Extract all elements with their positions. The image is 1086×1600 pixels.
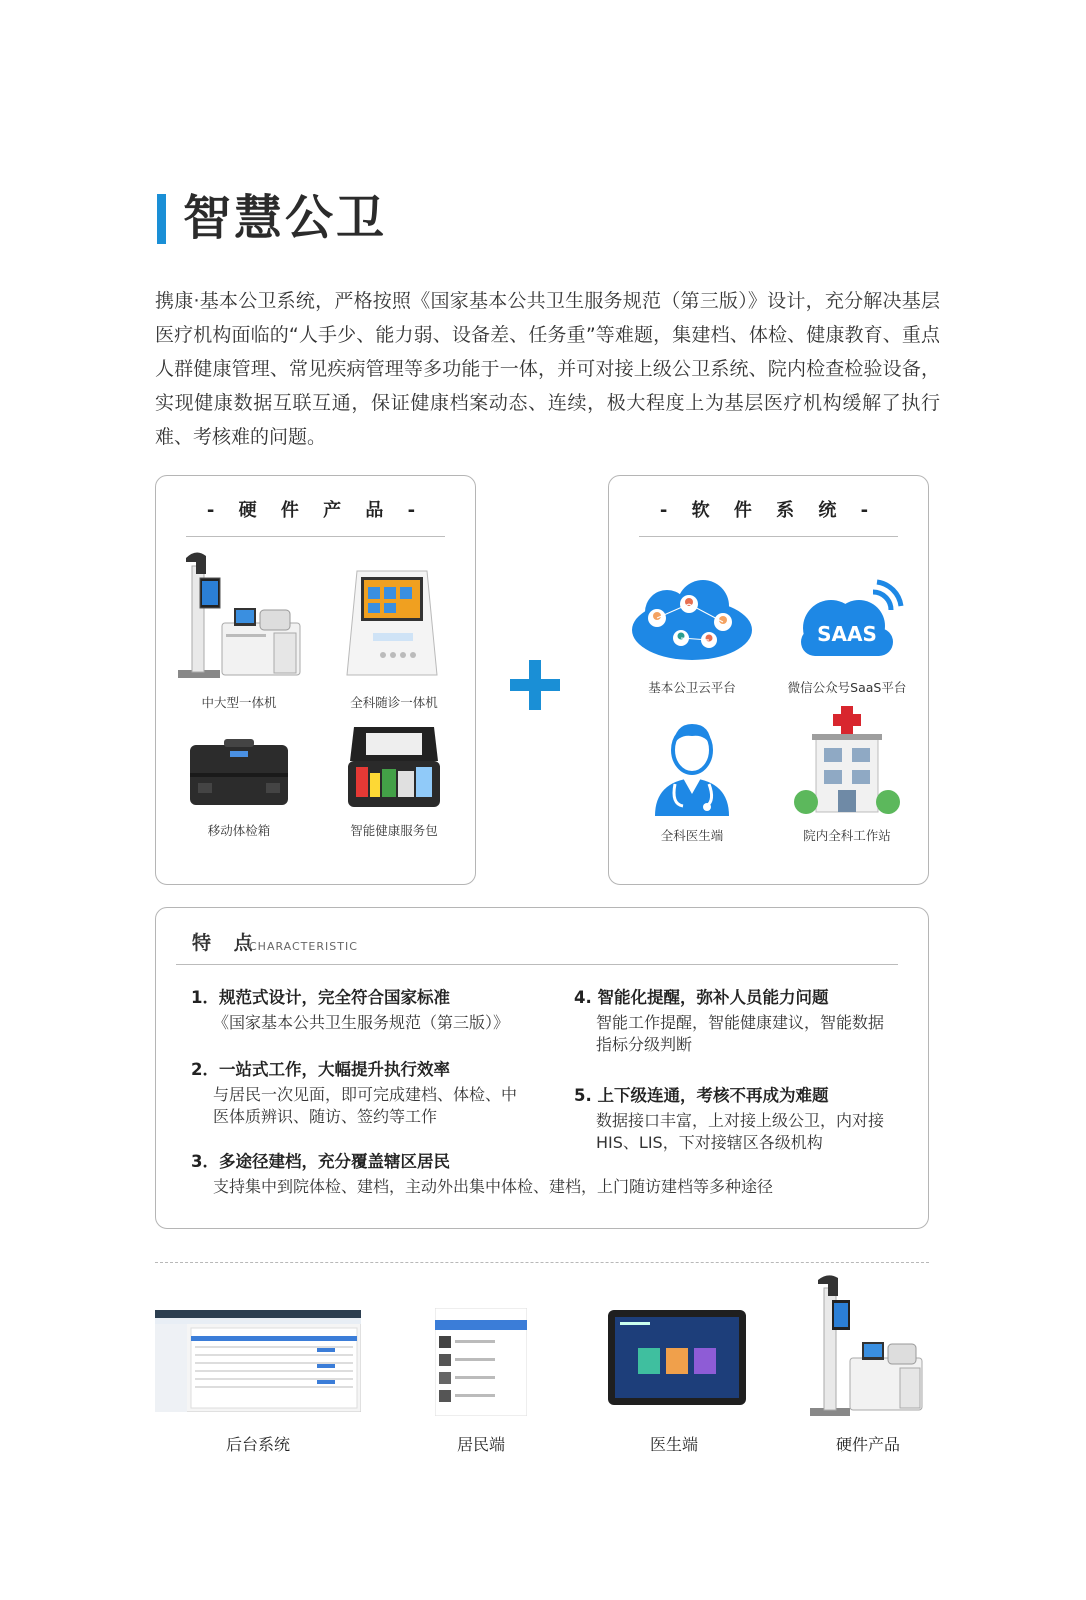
hardware-item-followup-machine [319,548,469,711]
health-bag-icon [344,721,444,811]
intro-paragraph: 携康·基本公卫系统，严格按照《国家基本公共卫生服务规范（第三版）》设计，充分解决基层医疗机构面临的“人手少、能力弱、设备差、任务重”等难题，集建档、体检、健康教育、重点人群健康管理、常见疾病管理等多功能于一体，并可对接上级公卫系统、院内检查检验设备，实现健康数据互联互通，保证健康档案动态、连续，极大程度上为基层医疗机构缓解了执行难、考核难的问题。 [155,290,940,448]
bottom-label-doctor: 医生端 [649,1435,698,1454]
bottom-label-hardware: 硬件产品 [835,1435,900,1454]
health-kiosk-icon [174,548,304,683]
backend-screenshot [155,1310,361,1412]
software-item-hospital [772,701,922,844]
saas-text: SAAS [817,622,877,646]
hardware-heading: - 硬 件 产 品 - [206,500,425,521]
software-label-4: 院内全科工作站 [803,828,891,843]
feature-heading-2: 2．一站式工作，大幅提升执行效率 [191,1060,450,1079]
feature-heading-1: 1．规范式设计，完全符合国家标准 [191,988,450,1007]
hardware-heading-rule [186,536,445,537]
dashed-divider [155,1262,929,1263]
hardware-item-large-machine [164,548,314,711]
feature-desc-2: 与居民一次见面，即可完成建档、体检、中医体质辨识、随访、签约等工作 [213,1085,518,1126]
plus-icon [510,660,560,710]
features-title: 特 点 [192,932,261,954]
hardware-label-3: 移动体检箱 [207,823,271,838]
feature-desc-1: 《国家基本公共卫生服务规范（第三版）》 [213,1013,510,1032]
software-label-1: 基本公卫云平台 [648,680,736,695]
hardware-item-health-kit [319,721,469,839]
software-item-cloud-platform [617,548,767,696]
hardware-products-card [155,475,476,885]
bottom-label-backend: 后台系统 [225,1435,290,1454]
saas-cloud-icon [787,578,907,668]
bottom-label-resident: 居民端 [456,1435,505,1454]
software-heading-rule [639,536,898,537]
features-subtitle: CHARACTERISTIC [249,940,358,953]
software-item-saas [772,548,922,696]
software-label-2: 微信公众号SaaS平台 [787,680,907,695]
equipment-case-icon [184,737,294,811]
software-systems-card [608,475,929,885]
hardware-label-4: 智能健康服务包 [350,823,438,838]
hospital-icon [792,706,902,816]
hardware-item-mobile-box [164,721,314,839]
software-heading: - 软 件 系 统 - [659,500,878,521]
feature-heading-4: 4. 智能化提醒，弥补人员能力问题 [574,988,829,1007]
doctor-tablet-screenshot [608,1310,746,1405]
features-rule [176,964,898,965]
features-card [155,907,929,1229]
feature-desc-4: 智能工作提醒，智能健康建议，智能数据指标分级判断 [596,1013,885,1054]
resident-app-screenshot [435,1308,527,1416]
feature-heading-3: 3．多途径建档，充分覆盖辖区居民 [191,1152,450,1171]
hardware-label-1: 中大型一体机 [201,695,277,710]
feature-desc-3: 支持集中到院体检、建档，主动外出集中体检、建档，上门随访建档等多种途径 [213,1177,774,1196]
software-label-3: 全科医生端 [660,828,724,843]
title-accent-bar [157,194,166,244]
software-item-doctor [617,701,767,844]
page-title: 智慧公卫 [183,190,388,246]
doctor-icon [647,716,737,816]
hardware-label-2: 全科随诊一体机 [350,695,438,710]
hardware-product-photo [808,1272,926,1420]
feature-heading-5: 5. 上下级连通，考核不再成为难题 [574,1086,829,1105]
diagnosis-terminal-icon [339,563,449,683]
cloud-network-icon [627,578,757,668]
feature-desc-5: 数据接口丰富，上对接上级公卫，内对接HIS、LIS，下对接辖区各级机构 [596,1111,885,1152]
